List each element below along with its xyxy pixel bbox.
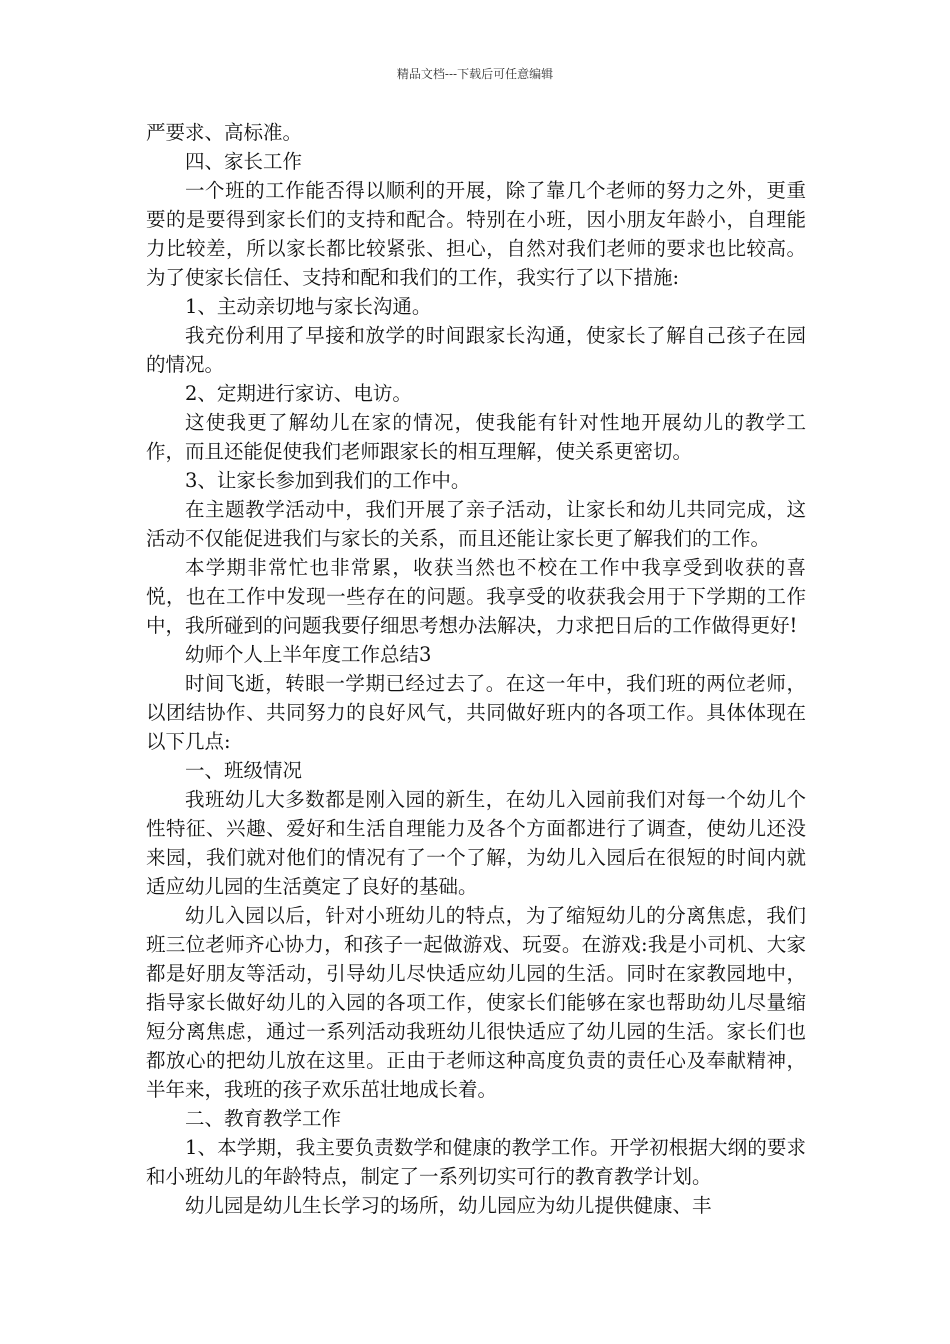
paragraph: 这使我更了解幼儿在家的情况，使我能有针对性地开展幼儿的教学工作，而且还能促使我们老师跟家长的相互理解，使关系更密切。 bbox=[146, 411, 806, 463]
paragraph: 幼儿入园以后，针对小班幼儿的特点，为了缩短幼儿的分离焦虑，我们班三位老师齐心协力，和孩子一起做游戏、玩耍。在游戏:我是小司机、大家都是好朋友等活动，引导幼儿尽快适应幼儿园的生活。同时在家教园地中，指导家长做好幼儿的入园的各项工作，使家长们能够在家也帮助幼儿尽量缩短分离焦虑，通过一系列活动我班幼儿很快适应了幼儿园的生活。家长们也都放心的把幼儿放在这里。正由于老师这种高度负责的责任心及奉献精神，半年来，我班的孩子欢乐茁壮地成长着。 bbox=[146, 904, 806, 1101]
paragraph: 幼儿园是幼儿生长学习的场所，幼儿园应为幼儿提供健康、丰 bbox=[185, 1194, 712, 1217]
paragraph: 时间飞逝，转眼一学期已经过去了。在这一年中，我们班的两位老师，以团结协作、共同努力的良好风气，共同做好班内的各项工作。具体体现在以下几点: bbox=[146, 672, 806, 753]
paragraph-continuation: 严要求、高标准。 bbox=[146, 121, 303, 144]
paragraph: 我充份利用了早接和放学的时间跟家长沟通，使家长了解自己孩子在园的情况。 bbox=[146, 324, 806, 376]
paragraph: 在主题教学活动中，我们开展了亲子活动，让家长和幼儿共同完成，这活动不仅能促进我们与家长的关系，而且还能让家长更了解我们的工作。 bbox=[146, 498, 806, 550]
section-heading-class-status: 一、班级情况 bbox=[185, 759, 303, 782]
list-item-heading: 3、让家长参加到我们的工作中。 bbox=[185, 469, 471, 492]
page-header: 精品文档---下载后可任意编辑 bbox=[396, 67, 554, 81]
paragraph: 本学期非常忙也非常累，收获当然也不校在工作中我享受到收获的喜悦，也在工作中发现一些存在的问题。我享受的收获我会用于下学期的工作中，我所碰到的问题我要仔细思考想办法解决，力求把日后的工作做得更好! bbox=[146, 556, 806, 637]
paragraph: 1、本学期，我主要负责数学和健康的教学工作。开学初根据大纲的要求和小班幼儿的年龄特点，制定了一系列切实可行的教育教学计划。 bbox=[146, 1136, 806, 1188]
section-heading-teaching-work: 二、教育教学工作 bbox=[185, 1107, 342, 1130]
section-heading-parent-work: 四、家长工作 bbox=[185, 150, 303, 173]
paragraph: 我班幼儿大多数都是刚入园的新生，在幼儿入园前我们对每一个幼儿个性特征、兴趣、爱好和生活自理能力及各个方面都进行了调查，使幼儿还没来园，我们就对他们的情况有了一个了解，为幼儿入园后在很短的时间内就适应幼儿园的生活奠定了良好的基础。 bbox=[146, 788, 806, 898]
document-title: 幼师个人上半年度工作总结3 bbox=[185, 643, 432, 666]
list-item-heading: 2、定期进行家访、电访。 bbox=[185, 382, 412, 405]
document-body bbox=[146, 118, 806, 1220]
list-item-heading: 1、主动亲切地与家长沟通。 bbox=[185, 295, 432, 318]
paragraph: 一个班的工作能否得以顺利的开展，除了靠几个老师的努力之外，更重要的是要得到家长们的支持和配合。特别在小班，因小朋友年龄小，自理能力比较差，所以家长都比较紧张、担心，自然对我们老师的要求也比较高。为了使家长信任、支持和配和我们的工作，我实行了以下措施: bbox=[146, 179, 806, 289]
